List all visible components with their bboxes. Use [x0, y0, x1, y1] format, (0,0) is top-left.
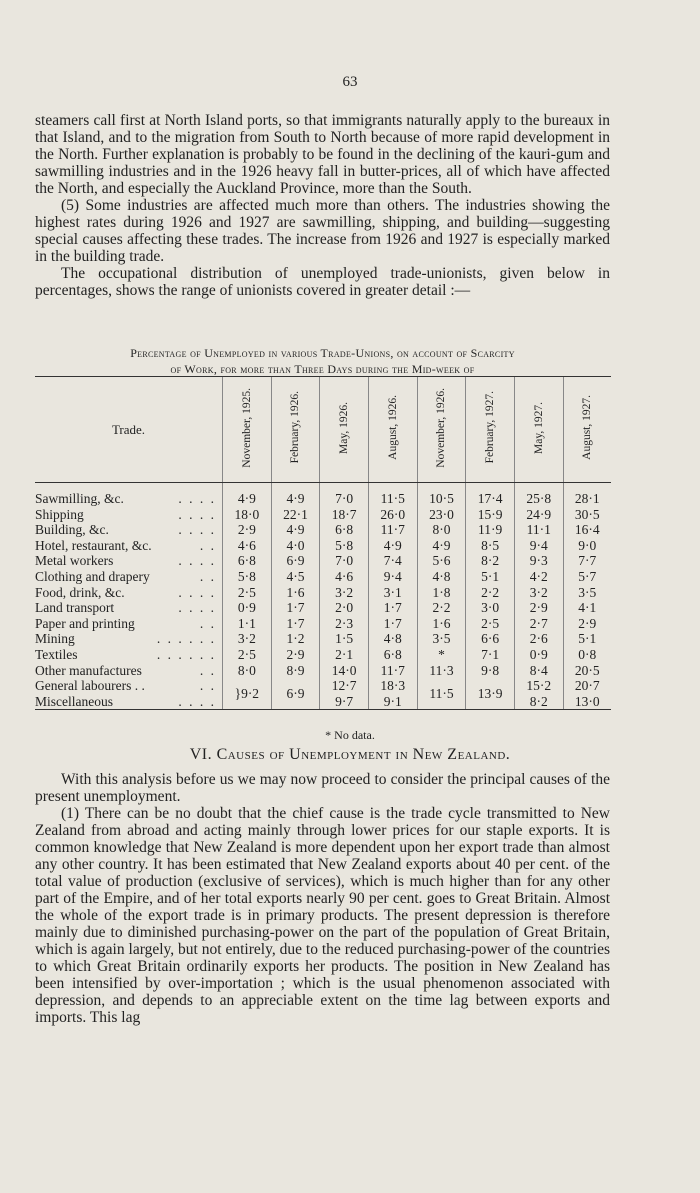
value-cell: 9·4: [514, 538, 563, 554]
trade-name-cell: . . General labourers . . . . . . Miscellaneous: [35, 678, 223, 710]
value-cell: 2·9: [223, 522, 272, 538]
table-caption: [35, 345, 610, 377]
value-cell: 18·0: [223, 507, 272, 523]
value-cell: 8·2: [466, 553, 515, 569]
table-header-row: [35, 377, 611, 483]
trade-name-cell: . . . . Food, drink, &c.: [35, 584, 216, 600]
value-cell: 2·2: [417, 600, 466, 616]
value-cell: 26·0: [368, 507, 417, 523]
value-cell: 7·4: [368, 553, 417, 569]
value-cell: 2·6: [514, 631, 563, 647]
value-cell: 18·3 9·1: [368, 678, 417, 710]
value-cell: 4·8: [368, 631, 417, 647]
value-cell: 15·9: [466, 507, 515, 523]
value-cell: 3·5: [417, 631, 466, 647]
paragraph: (5) Some industries are affected much more than others. The industries showing the highest rates during 1926 and 1927 are sawmilling, shipping, and building—suggesting special causes affecting these trades. The increase from 1926 and 1927 is especially marked in the building trade.: [35, 197, 610, 265]
value-cell: 5·6: [417, 553, 466, 569]
trade-name-cell: . . . . Shipping: [35, 506, 216, 522]
column-header: August, 1927.: [563, 377, 611, 483]
value-cell: 9·3: [514, 553, 563, 569]
value-cell: 5·8: [320, 538, 369, 554]
trade-name-cell: . . . . Metal workers: [35, 553, 216, 569]
value-cell: 8·4: [514, 663, 563, 679]
table-row: [35, 522, 611, 538]
intro-text: [35, 112, 610, 299]
table-footnote: * No data.: [325, 728, 375, 742]
value-cell: 11·3: [417, 663, 466, 679]
value-cell: 23·0: [417, 507, 466, 523]
value-cell: 20·5: [563, 663, 611, 679]
value-cell: 3·2: [320, 585, 369, 601]
value-cell: 1·7: [368, 600, 417, 616]
value-cell: 4·2: [514, 569, 563, 585]
value-cell: 4·9: [223, 483, 272, 507]
value-cell: 2·5: [223, 647, 272, 663]
table-row: [35, 678, 611, 710]
value-cell: 4·9: [271, 522, 320, 538]
trade-name-cell: . . . . . . Mining: [35, 631, 216, 647]
value-cell: 3·1: [368, 585, 417, 601]
value-cell: 2·5: [223, 585, 272, 601]
trade-name-cell: . . . . . . Textiles: [35, 646, 216, 662]
paragraph: With this analysis before us we may now proceed to consider the principal causes of the present unemployment.: [35, 771, 610, 805]
value-cell: 4·1: [563, 600, 611, 616]
value-cell: 9·0: [563, 538, 611, 554]
column-header: November, 1926.: [417, 377, 466, 483]
value-cell: 16·4: [563, 522, 611, 538]
table-row: [35, 553, 611, 569]
value-cell: 8·9: [271, 663, 320, 679]
value-cell: 15·2 8·2: [514, 678, 563, 710]
value-cell: 8·5: [466, 538, 515, 554]
value-cell: 1·8: [417, 585, 466, 601]
value-cell: 1·6: [271, 585, 320, 601]
value-cell: 4·8: [417, 569, 466, 585]
trade-name-cell: . . Paper and printing: [35, 615, 216, 631]
value-cell: 2·5: [466, 616, 515, 632]
table-row: [35, 616, 611, 632]
value-cell: 4·9: [368, 538, 417, 554]
column-header: August, 1926.: [368, 377, 417, 483]
value-cell: 6·8: [320, 522, 369, 538]
value-cell: 9·4: [368, 569, 417, 585]
section-heading: VI. Causes of Unemployment in New Zealand.: [189, 746, 511, 763]
value-cell: 6·8: [368, 647, 417, 663]
paragraph: The occupational distribution of unemployed trade-unionists, given below in percentages, shows the range of unionists covered in greater detail :—: [35, 265, 610, 299]
trade-name-cell: . . . . Building, &c.: [35, 522, 216, 538]
value-cell: 5·1: [466, 569, 515, 585]
value-cell: 4·0: [271, 538, 320, 554]
column-header: February, 1927.: [466, 377, 515, 483]
value-cell: 7·0: [320, 483, 369, 507]
table-row: [35, 647, 611, 663]
value-cell: 8·0: [417, 522, 466, 538]
unemployment-table: [35, 377, 611, 710]
value-cell: 20·7 13·0: [563, 678, 611, 710]
value-cell: 2·1: [320, 647, 369, 663]
value-cell: *: [417, 647, 466, 663]
trade-name-cell: . . Clothing and drapery: [35, 568, 216, 584]
value-cell: 11·7: [368, 663, 417, 679]
value-cell: 2·9: [271, 647, 320, 663]
value-cell: 4·9: [417, 538, 466, 554]
value-cell: 12·7 9·7: [320, 678, 369, 710]
value-cell: 6·9: [271, 678, 320, 710]
value-cell: 13·9: [466, 678, 515, 710]
column-header: May, 1927.: [514, 377, 563, 483]
value-cell: 3·2: [514, 585, 563, 601]
value-cell: 7·1: [466, 647, 515, 663]
table-caption-line: of Work, for more than Three Days during the Mid-week of: [170, 362, 475, 376]
value-cell: 9·8: [466, 663, 515, 679]
value-cell: 7·0: [320, 553, 369, 569]
value-cell: 2·0: [320, 600, 369, 616]
table-body: [35, 483, 611, 710]
value-cell: 0·9: [514, 647, 563, 663]
table-row: [35, 569, 611, 585]
table-caption-line: Percentage of Unemployed in various Trade-Unions, on account of Scarcity: [130, 346, 515, 360]
value-cell: 2·3: [320, 616, 369, 632]
value-cell: 3·0: [466, 600, 515, 616]
trade-name-cell: . . Other manufactures: [35, 662, 216, 678]
value-cell: 4·5: [271, 569, 320, 585]
trade-column-header: Trade.: [35, 377, 223, 483]
value-cell: 28·1: [563, 483, 611, 507]
trade-name-cell: . . Hotel, restaurant, &c.: [35, 537, 216, 553]
table-row: [35, 507, 611, 523]
value-cell: 11·1: [514, 522, 563, 538]
paragraph: (1) There can be no doubt that the chief cause is the trade cycle transmitted to New Zealand from abroad and acting mainly through lower prices for our staple exports. It is common knowledge that New Zealand is more dependent upon her export trade than almost any other country. It has been estimated that New Zealand exports about 40 per cent. of the total value of production (exclusive of services), which is much higher than for any other part of the Empire, and of her total exports nearly 90 per cent. goes to Great Britain. Almost the whole of the export trade is in primary products. The present depression is therefore mainly due to diminished purchasing-power on the part of the population of Great Britain, which is again largely, but not entirely, due to the reduced purchasing-power of the countries to which Great Britain ordinarily exports her products. The position in New Zealand has been intensified by over-importation ; which is the usual phenomenon associated with depression, and depends to an appreciable extent on the time lag between exports and imports. This lag: [35, 805, 610, 1026]
value-cell: 8·0: [223, 663, 272, 679]
table-row: [35, 663, 611, 679]
value-cell: 14·0: [320, 663, 369, 679]
page-number: 63: [342, 74, 358, 90]
value-cell: 5·8: [223, 569, 272, 585]
body-text: [35, 771, 610, 1026]
table-row: [35, 600, 611, 616]
value-cell: 6·9: [271, 553, 320, 569]
value-cell: 17·4: [466, 483, 515, 507]
value-cell: 4·9: [271, 483, 320, 507]
value-cell: 1·7: [271, 600, 320, 616]
value-cell: 2·2: [466, 585, 515, 601]
value-cell: 6·8: [223, 553, 272, 569]
value-cell: 3·5: [563, 585, 611, 601]
value-cell: 4·6: [223, 538, 272, 554]
value-cell: 11·5: [417, 678, 466, 710]
value-cell: 1·6: [417, 616, 466, 632]
table-row: [35, 585, 611, 601]
value-cell: 2·9: [563, 616, 611, 632]
value-cell: 1·7: [271, 616, 320, 632]
value-cell: 2·9: [514, 600, 563, 616]
value-cell: 7·7: [563, 553, 611, 569]
value-cell: 11·5: [368, 483, 417, 507]
value-cell: 30·5: [563, 507, 611, 523]
value-cell: 25·8: [514, 483, 563, 507]
value-cell: 0·9: [223, 600, 272, 616]
table-row: [35, 483, 611, 507]
value-cell: 0·8: [563, 647, 611, 663]
value-cell: 5·1: [563, 631, 611, 647]
table-row: [35, 538, 611, 554]
value-cell: 4·6: [320, 569, 369, 585]
value-cell: 5·7: [563, 569, 611, 585]
value-cell: 2·7: [514, 616, 563, 632]
value-cell: 1·7: [368, 616, 417, 632]
value-cell: 6·6: [466, 631, 515, 647]
column-header: February, 1926.: [271, 377, 320, 483]
value-cell: }9·2: [223, 678, 272, 710]
value-cell: 1·1: [223, 616, 272, 632]
column-header: November, 1925.: [223, 377, 272, 483]
value-cell: 10·5: [417, 483, 466, 507]
value-cell: 1·2: [271, 631, 320, 647]
trade-name-cell: . . . . Land transport: [35, 600, 216, 616]
value-cell: 1·5: [320, 631, 369, 647]
column-header: May, 1926.: [320, 377, 369, 483]
value-cell: 3·2: [223, 631, 272, 647]
value-cell: 18·7: [320, 507, 369, 523]
trade-name-cell: . . . . Sawmilling, &c.: [35, 491, 216, 506]
paragraph: steamers call first at North Island ports, so that immigrants naturally apply to the bureaux in that Island, and to the migration from South to North because of more rapid development in the North. Further explanation is probably to be found in the declining of the kauri-gum and sawmilling industries and in the 1926 heavy fall in butter-prices, all of which have affected the North, and especially the Auckland Province, more than the South.: [35, 112, 610, 197]
value-cell: 11·9: [466, 522, 515, 538]
value-cell: 22·1: [271, 507, 320, 523]
value-cell: 24·9: [514, 507, 563, 523]
value-cell: 11·7: [368, 522, 417, 538]
table-row: [35, 631, 611, 647]
